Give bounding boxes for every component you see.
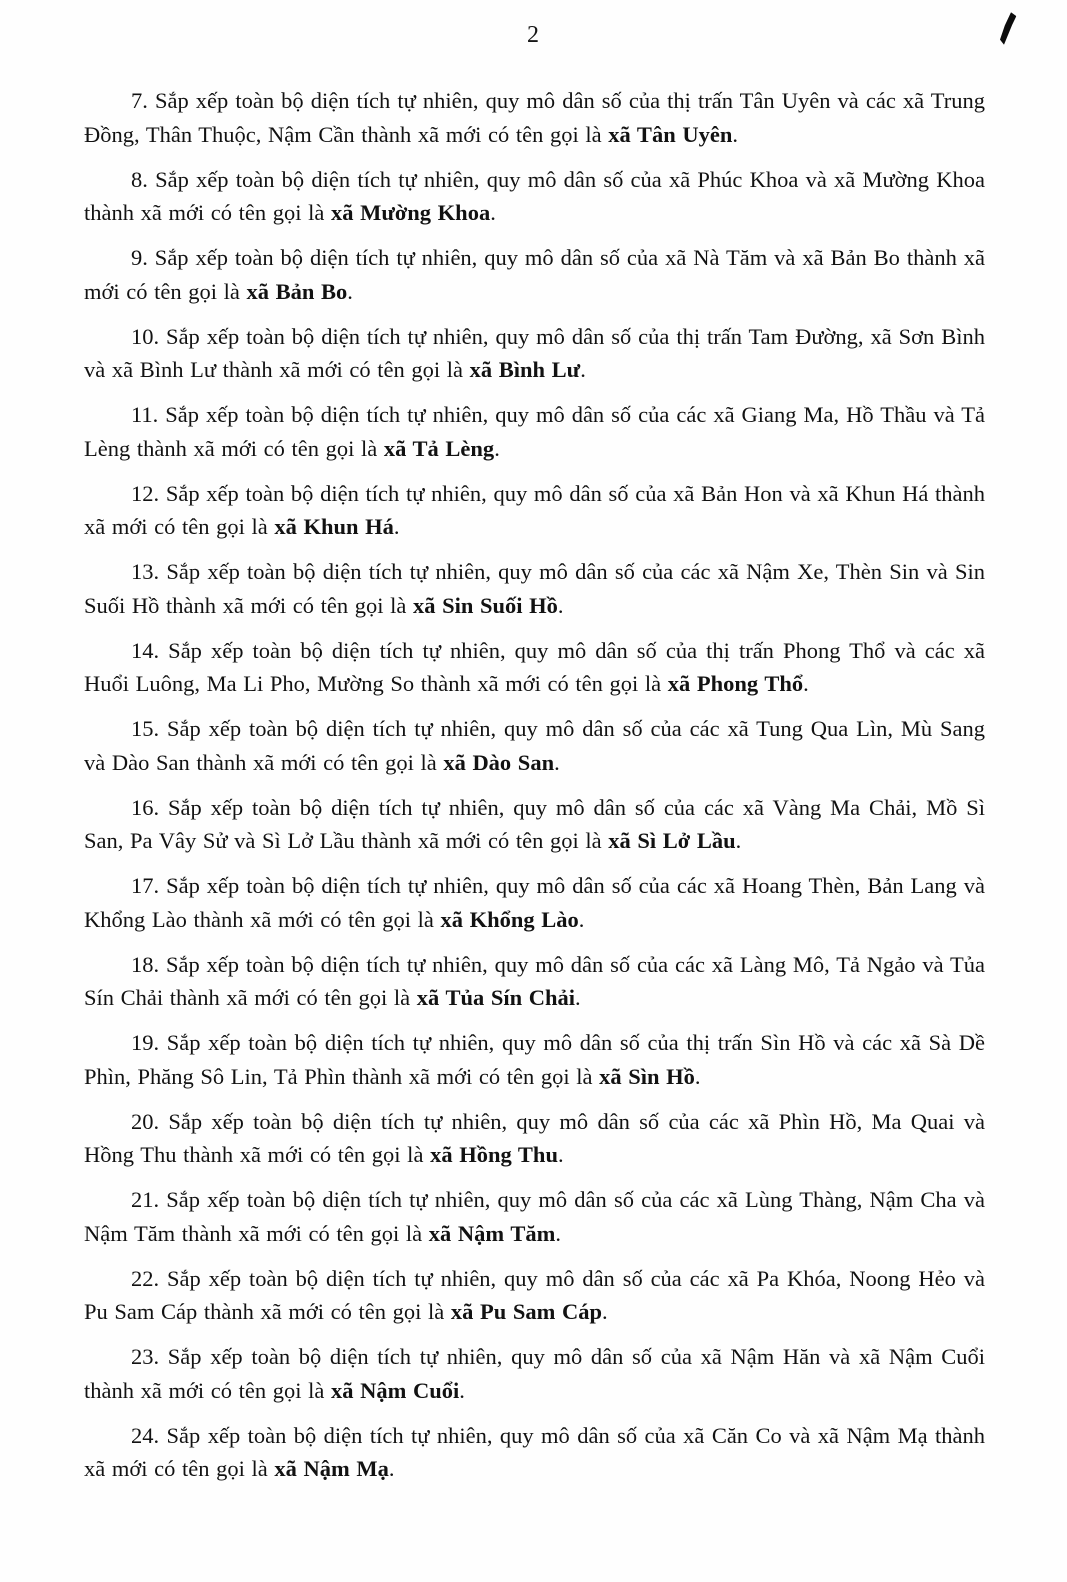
new-commune-name: xã Khun Há (274, 514, 394, 540)
paragraph-suffix: . (557, 592, 564, 618)
new-commune-name: xã Bình Lư (469, 357, 581, 383)
new-commune-name: xã Sìn Hồ (599, 1063, 695, 1089)
paragraph-suffix: . (557, 1142, 564, 1168)
paragraph-suffix: . (578, 906, 585, 932)
paragraph (84, 1183, 985, 1251)
paragraph (84, 555, 985, 623)
page-number: 2 (527, 22, 540, 48)
new-commune-name: xã Nậm Tăm (428, 1220, 556, 1246)
new-commune-name: xã Tủa Sín Chải (416, 985, 576, 1011)
new-commune-name: xã Sì Lở Lầu (608, 828, 736, 854)
paragraph-text: 19. Sắp xếp toàn bộ diện tích tự nhiên, quy mô dân số của thị trấn Sìn Hồ và các xã Sà Dề Phìn, Phăng Sô Lin, Tả Phìn thành xã mới có tên gọi là (84, 1030, 985, 1089)
new-commune-name: xã Nậm Cuổi (330, 1377, 460, 1403)
paragraph-text: 10. Sắp xếp toàn bộ diện tích tự nhiên, quy mô dân số của thị trấn Tam Đường, xã Sơn Bình và xã Bình Lư thành xã mới có tên gọi là (84, 323, 985, 383)
paragraph (84, 163, 985, 231)
paragraph-text: 11. Sắp xếp toàn bộ diện tích tự nhiên, quy mô dân số của các xã Giang Ma, Hồ Thầu và Tả Lèng thành xã mới có tên gọi là (84, 402, 985, 461)
new-commune-name: xã Bản Bo (246, 278, 348, 304)
paragraph-text: 23. Sắp xếp toàn bộ diện tích tự nhiên, quy mô dân số của xã Nậm Hăn và xã Nậm Cuổi thành xã mới có tên gọi là (84, 1344, 985, 1403)
new-commune-name: xã Phong Thổ (667, 671, 804, 697)
paragraph-suffix: . (388, 1456, 395, 1482)
new-commune-name: xã Mường Khoa (330, 200, 491, 226)
new-commune-name: xã Nậm Mạ (274, 1456, 389, 1482)
paragraph (84, 84, 985, 152)
paragraph-text: 18. Sắp xếp toàn bộ diện tích tự nhiên, quy mô dân số của các xã Làng Mô, Tả Ngảo và Tủa Sín Chải thành xã mới có tên gọi là (84, 951, 985, 1011)
paragraph (84, 712, 985, 780)
paragraph (84, 634, 985, 702)
paragraph-suffix: . (580, 357, 586, 383)
new-commune-name: xã Hồng Thu (430, 1142, 558, 1168)
paragraph-suffix: . (494, 435, 500, 461)
paragraph (84, 398, 985, 466)
paragraph-suffix: . (459, 1377, 465, 1403)
paragraph-text: 7. Sắp xếp toàn bộ diện tích tự nhiên, quy mô dân số của thị trấn Tân Uyên và các xã Trung Đồng, Thân Thuộc, Nậm Cần thành xã mới có tên gọi là (84, 88, 985, 147)
paragraph-text: 22. Sắp xếp toàn bộ diện tích tự nhiên, quy mô dân số của các xã Pa Khóa, Noong Hẻo và Pu Sam Cáp thành xã mới có tên gọi là (84, 1265, 985, 1325)
paragraph-text: 9. Sắp xếp toàn bộ diện tích tự nhiên, quy mô dân số của xã Nà Tăm và xã Bản Bo thành xã mới có tên gọi là (84, 245, 985, 304)
paragraph (84, 1026, 985, 1094)
paragraph-suffix: . (732, 121, 738, 147)
paragraph-suffix: . (555, 1220, 561, 1246)
paragraph-suffix: . (347, 278, 353, 304)
paragraph-text: 17. Sắp xếp toàn bộ diện tích tự nhiên, quy mô dân số của các xã Hoang Thèn, Bản Lang và Khổng Lào thành xã mới có tên gọi là (84, 873, 985, 932)
paragraph-suffix: . (393, 514, 400, 540)
paragraph (84, 241, 985, 309)
paragraph-text: 24. Sắp xếp toàn bộ diện tích tự nhiên, quy mô dân số của xã Căn Co và xã Nậm Mạ thành xã mới có tên gọi là (84, 1422, 985, 1482)
paragraph-text: 21. Sắp xếp toàn bộ diện tích tự nhiên, quy mô dân số của các xã Lùng Thàng, Nậm Cha và Nậm Tăm thành xã mới có tên gọi là (84, 1187, 985, 1246)
paragraph-suffix: . (575, 985, 581, 1011)
paragraph-text: 16. Sắp xếp toàn bộ diện tích tự nhiên, quy mô dân số của các xã Vàng Ma Chải, Mồ Sì San, Pa Vây Sử và Sì Lở Lầu thành xã mới có tên gọi là (84, 794, 985, 854)
new-commune-name: xã Tân Uyên (608, 121, 733, 147)
paragraph (84, 1419, 985, 1487)
paragraph-suffix: . (490, 200, 496, 226)
new-commune-name: xã Tả Lèng (383, 435, 495, 461)
paragraph (84, 477, 985, 545)
paragraph (84, 869, 985, 937)
paragraph (84, 320, 985, 388)
paragraph (84, 948, 985, 1016)
new-commune-name: xã Khổng Lào (440, 906, 579, 932)
new-commune-name: xã Sin Suối Hồ (412, 592, 558, 618)
new-commune-name: xã Pu Sam Cáp (450, 1299, 603, 1325)
paragraph (84, 1340, 985, 1408)
paragraph-text: 12. Sắp xếp toàn bộ diện tích tự nhiên, quy mô dân số của xã Bản Hon và xã Khun Há thành xã mới có tên gọi là (84, 480, 985, 540)
paragraph-suffix: . (602, 1299, 608, 1325)
paragraph-suffix: . (554, 749, 560, 775)
document-body (84, 84, 985, 1497)
new-commune-name: xã Dào San (443, 749, 555, 775)
paragraph-suffix: . (803, 671, 809, 697)
paragraph-text: 15. Sắp xếp toàn bộ diện tích tự nhiên, quy mô dân số của các xã Tung Qua Lìn, Mù Sang và Dào San thành xã mới có tên gọi là (84, 716, 985, 775)
paragraph-suffix: . (694, 1063, 701, 1089)
paragraph (84, 791, 985, 859)
paragraph-text: 14. Sắp xếp toàn bộ diện tích tự nhiên, quy mô dân số của thị trấn Phong Thổ và các xã Huổi Luông, Ma Li Pho, Mường So thành xã mới có tên gọi là (84, 637, 985, 697)
paragraph (84, 1105, 985, 1173)
paragraph-suffix: . (735, 828, 742, 854)
paragraph-text: 8. Sắp xếp toàn bộ diện tích tự nhiên, quy mô dân số của xã Phúc Khoa và xã Mường Khoa thành xã mới có tên gọi là (84, 166, 985, 226)
paragraph-text: 20. Sắp xếp toàn bộ diện tích tự nhiên, quy mô dân số của các xã Phìn Hồ, Ma Quai và Hồng Thu thành xã mới có tên gọi là (84, 1108, 985, 1168)
paragraph (84, 1262, 985, 1330)
paragraph-text: 13. Sắp xếp toàn bộ diện tích tự nhiên, quy mô dân số của các xã Nậm Xe, Thèn Sin và Sin Suối Hồ thành xã mới có tên gọi là (84, 559, 985, 618)
